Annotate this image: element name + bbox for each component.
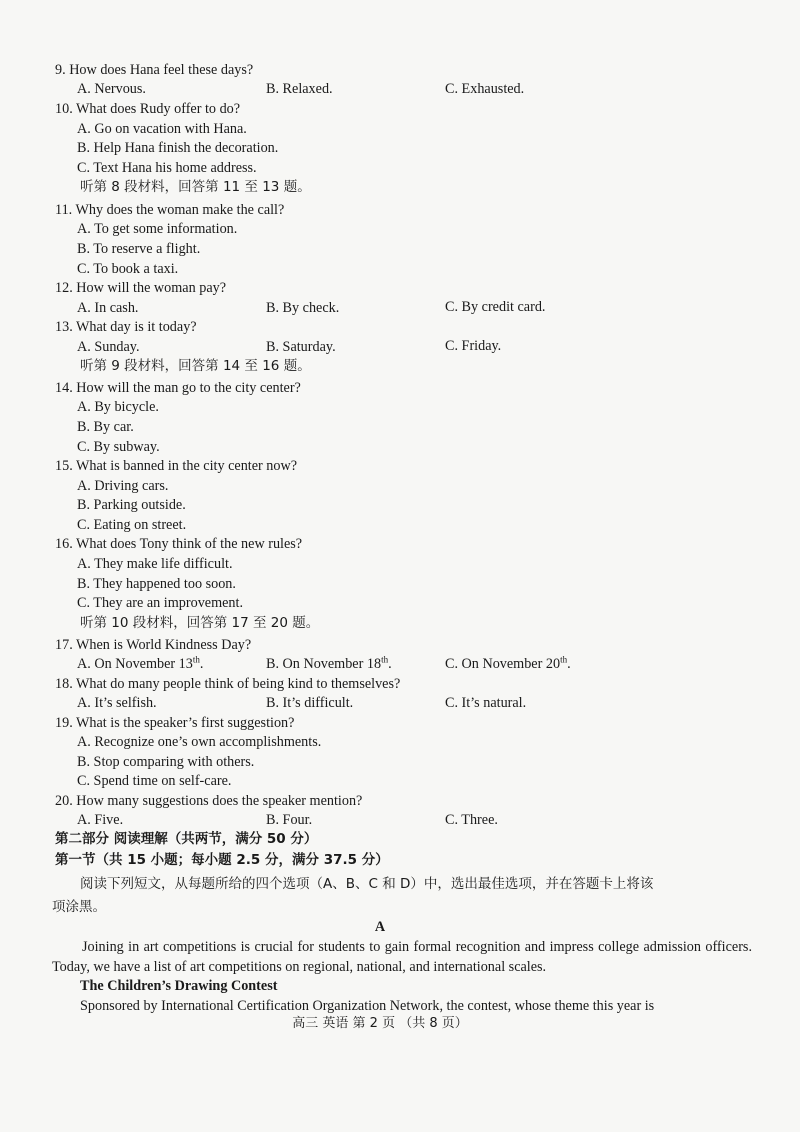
- q10-option-c: C. Text Hana his home address.: [77, 160, 257, 176]
- q12-option-b: B. By check.: [266, 300, 340, 316]
- q10-option-b: B. Help Hana finish the decoration.: [77, 140, 279, 156]
- q13-option-a: A. Sunday.: [77, 339, 140, 355]
- q15-option-b: B. Parking outside.: [77, 497, 186, 513]
- passage-intro: Joining in art competitions is crucial for students to gain formal recognition and impress college admission officers. Today, we have a list of art competitions on regional, national, and international scales.: [52, 939, 752, 975]
- q20-option-c: C. Three.: [445, 812, 498, 828]
- q9-option-c: C. Exhausted.: [445, 81, 525, 97]
- q19-option-c: C. Spend time on self-care.: [77, 773, 232, 789]
- page-footer: 高三 英语 第 2 页 （共 8 页）: [292, 1016, 468, 1031]
- q20-option-a: A. Five.: [77, 812, 124, 828]
- q16-option-c: C. They are an improvement.: [77, 595, 243, 611]
- section-1-title: 第一节（共 15 小题；每小题 2.5 分，满分 37.5 分）: [55, 852, 389, 868]
- q11-option-a: A. To get some information.: [77, 221, 238, 237]
- q13-option-b: B. Saturday.: [266, 339, 336, 355]
- q16-option-b: B. They happened too soon.: [77, 576, 236, 592]
- q19-option-a: A. Recognize one’s own accomplishments.: [77, 734, 322, 750]
- passage-label: A: [374, 919, 386, 935]
- q15-option-a: A. Driving cars.: [77, 478, 169, 494]
- q9-option-b: B. Relaxed.: [266, 81, 333, 97]
- q11-option-c: C. To book a taxi.: [77, 261, 179, 277]
- section-9-instruction: 听第 9 段材料，回答第 14 至 16 题。: [80, 358, 311, 374]
- question-9: 9. How does Hana feel these days?: [55, 62, 254, 78]
- q20-option-b: B. Four.: [266, 812, 313, 828]
- question-18: 18. What do many people think of being kind to themselves?: [55, 676, 401, 692]
- question-17: 17. When is World Kindness Day?: [55, 637, 252, 653]
- q18-option-c: C. It’s natural.: [445, 695, 527, 711]
- q17-option-c: C. On November 20th.: [445, 654, 571, 672]
- q18-option-a: A. It’s selfish.: [77, 695, 157, 711]
- q16-option-a: A. They make life difficult.: [77, 556, 233, 572]
- q9-option-a: A. Nervous.: [77, 81, 146, 97]
- reading-instruction-line-2: 项涂黑。: [52, 899, 106, 915]
- q13-option-c: C. Friday.: [445, 338, 502, 354]
- q14-option-c: C. By subway.: [77, 439, 160, 455]
- contest-description: Sponsored by International Certification Organization Network, the contest, whose theme this year is: [80, 998, 655, 1014]
- q18-option-b: B. It’s difficult.: [266, 695, 354, 711]
- q11-option-b: B. To reserve a flight.: [77, 241, 201, 257]
- q19-option-b: B. Stop comparing with others.: [77, 754, 255, 770]
- question-16: 16. What does Tony think of the new rules?: [55, 536, 303, 552]
- question-13: 13. What day is it today?: [55, 319, 197, 335]
- q17-option-a: A. On November 13th.: [77, 654, 204, 672]
- question-20: 20. How many suggestions does the speaker mention?: [55, 793, 363, 809]
- question-19: 19. What is the speaker’s first suggestion?: [55, 715, 295, 731]
- q15-option-c: C. Eating on street.: [77, 517, 187, 533]
- q14-option-b: B. By car.: [77, 419, 134, 435]
- q14-option-a: A. By bicycle.: [77, 399, 159, 415]
- question-10: 10. What does Rudy offer to do?: [55, 101, 241, 117]
- q12-option-c: C. By credit card.: [445, 299, 546, 315]
- question-14: 14. How will the man go to the city center?: [55, 380, 301, 396]
- contest-title: The Children’s Drawing Contest: [80, 978, 278, 994]
- q10-option-a: A. Go on vacation with Hana.: [77, 121, 247, 137]
- q17-option-b: B. On November 18th.: [266, 654, 392, 672]
- question-12: 12. How will the woman pay?: [55, 280, 227, 296]
- section-8-instruction: 听第 8 段材料，回答第 11 至 13 题。: [80, 179, 311, 195]
- question-15: 15. What is banned in the city center now?: [55, 458, 298, 474]
- section-10-instruction: 听第 10 段材料，回答第 17 至 20 题。: [80, 615, 320, 631]
- part-2-title: 第二部分 阅读理解（共两节，满分 50 分）: [55, 831, 318, 847]
- question-11: 11. Why does the woman make the call?: [55, 202, 285, 218]
- reading-instruction-line-1: 阅读下列短文，从每题所给的四个选项（A、B、C 和 D）中，选出最佳选项，并在答题卡上将该: [80, 876, 654, 892]
- q12-option-a: A. In cash.: [77, 300, 139, 316]
